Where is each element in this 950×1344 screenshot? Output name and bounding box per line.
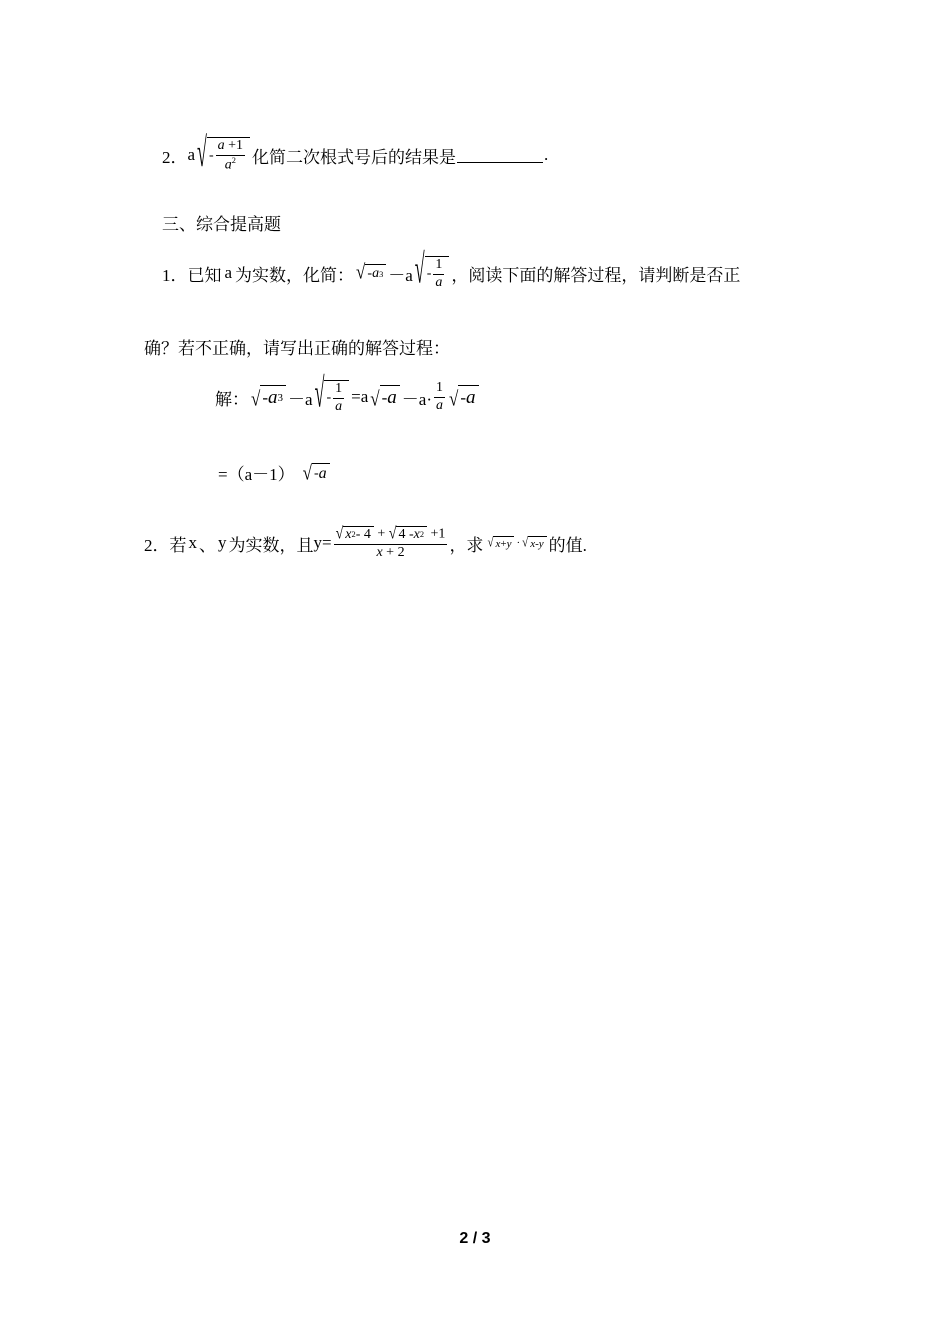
sqrt-neg-a: √ - a <box>449 385 479 409</box>
solution-line-1: 解： √ - a 3 －a √ - $\frac{1}{a}$ =a √ - a －a· $\frac{1}{a}$ √ - a <box>215 380 481 414</box>
problem-2: 2． 若 x 、 y 为实数，且 y= √ x 2 - 4 + √ 4 - x 2 +1 x + 2 ，求 √ x + y · √ x - y 的值. <box>144 524 587 560</box>
solution-label: 解： <box>215 389 249 409</box>
question-text: 化简二次根式号后的结果是 <box>252 147 457 167</box>
fraction-one-over-a: $\frac{1}{a}$ <box>436 380 443 413</box>
sqrt-neg-a-cubed: √ - a 3 <box>356 264 386 282</box>
sqrt-neg-a: √ - a <box>303 463 330 483</box>
sqrt-neg-one-over-a: √ - $\frac{1}{a}$ <box>315 380 350 414</box>
problem-number: 1． <box>162 265 188 285</box>
problem-1-line-2: 确？若不正确，请写出正确的解答过程： <box>144 339 450 358</box>
answer-blank[interactable] <box>457 148 543 163</box>
problem-number: 2． <box>144 535 170 555</box>
page-number: 2 / 3 <box>459 1230 491 1247</box>
question-2-fill: 2． a √ - $\frac{a +1}{a^2}$ 化简二次根式号后的结果是 . <box>162 129 549 176</box>
sqrt-expression: √ - $\frac{a +1}{a^2}$ <box>197 137 250 173</box>
sqrt-neg-a: √ - a <box>370 385 400 409</box>
sqrt-neg-a-cubed: √ - a 3 <box>251 385 286 409</box>
sqrt-x-minus-y: √ x - y <box>522 536 547 550</box>
section-title: 三、综合提高题 <box>162 215 281 234</box>
y-expression-fraction: √ x 2 - 4 + √ 4 - x 2 +1 x + 2 <box>335 524 446 560</box>
sqrt-x-plus-y: √ x + y <box>487 536 514 550</box>
sqrt-neg-one-over-a: √ - $\frac{1}{a}$ <box>415 256 450 290</box>
problem-1-line-1: 1． 已知 a 为实数，化简： √ - a 3 －a √ - $\frac{1}{a}$ ，阅读下面的解答过程，请判断是否正 <box>162 246 741 293</box>
question-number: 2． <box>162 147 188 167</box>
solution-line-2: =（a－1） √ - a <box>218 460 332 485</box>
